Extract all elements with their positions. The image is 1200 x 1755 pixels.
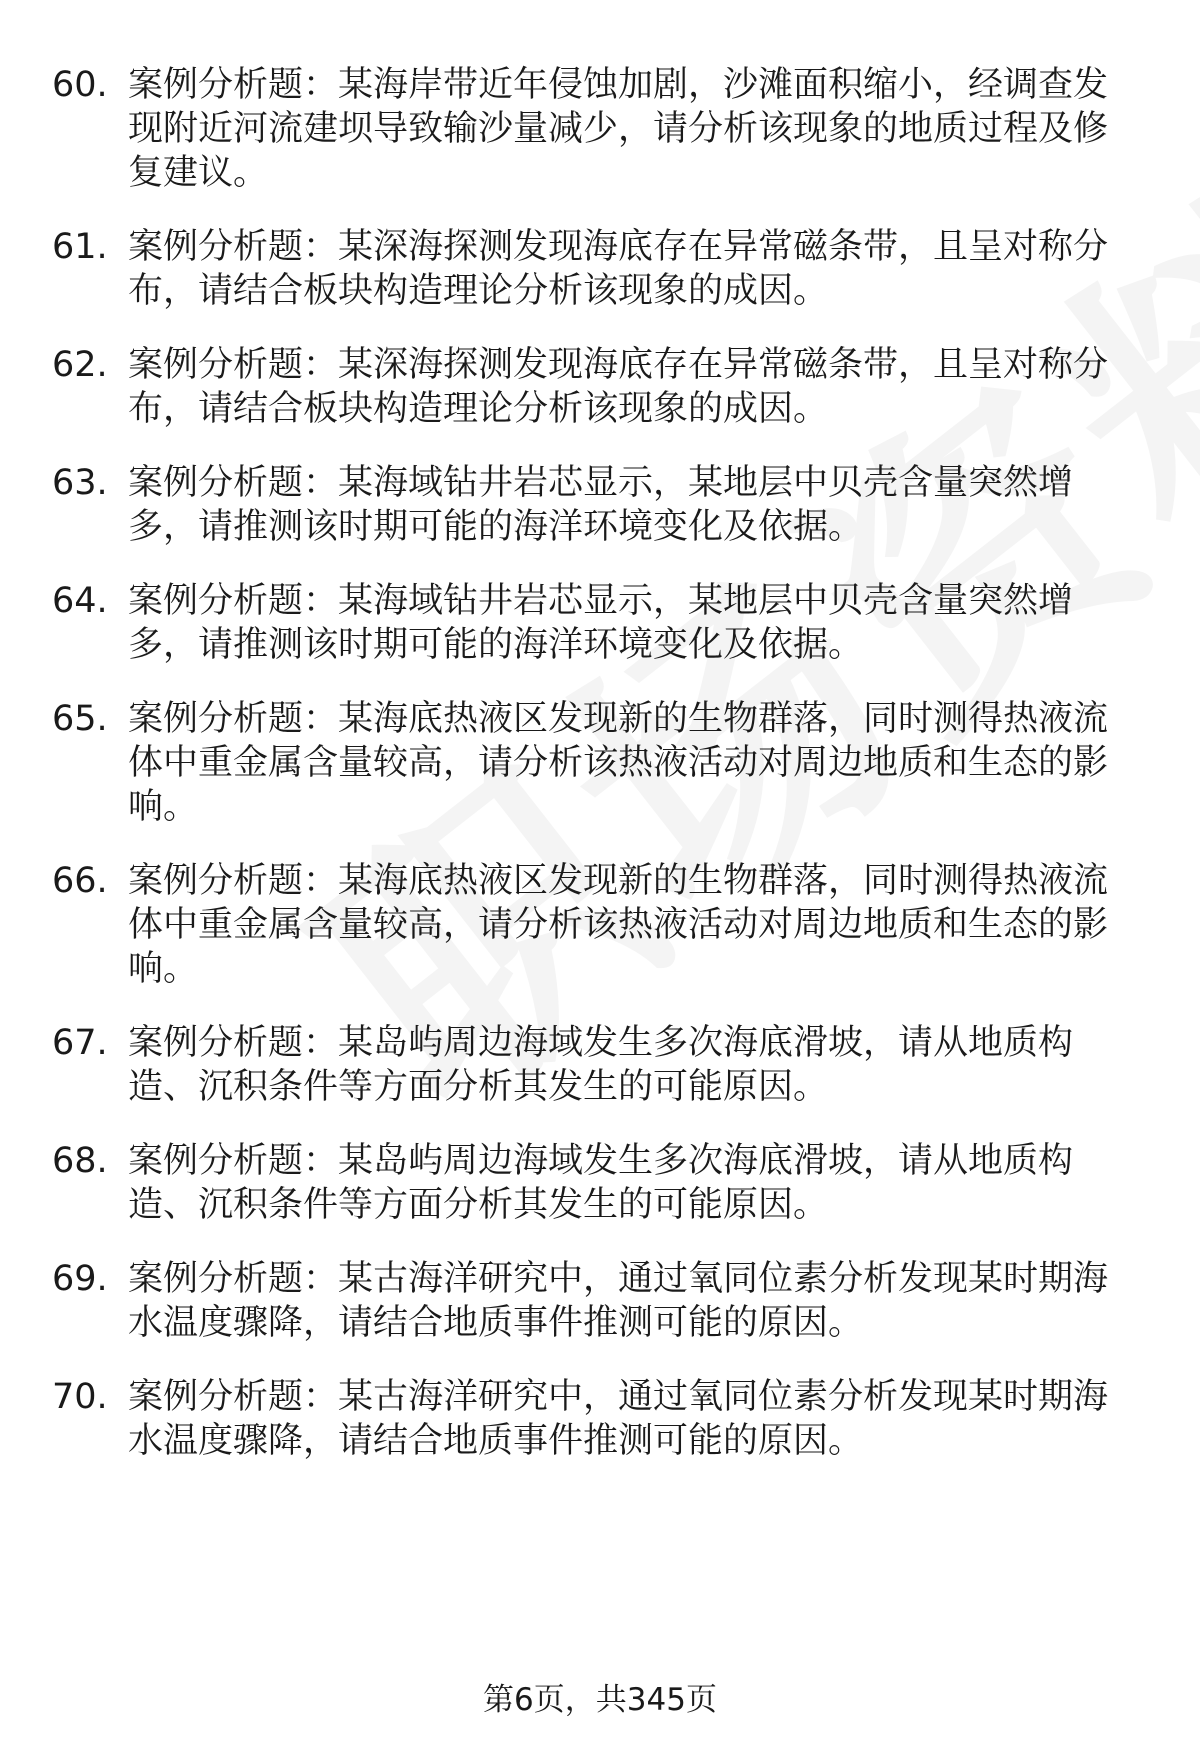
question-number: 66. xyxy=(52,861,108,901)
question-item xyxy=(0,63,1200,195)
question-text: 案例分析题：某海底热液区发现新的生物群落，同时测得热液流体中重金属含量较高，请分析该热液活动对周边地质和生态的影响。 xyxy=(128,861,1109,989)
page-footer: 第6页，共345页 xyxy=(483,1682,717,1718)
question-text: 案例分析题：某古海洋研究中，通过氧同位素分析发现某时期海水温度骤降，请结合地质事件推测可能的原因。 xyxy=(128,1259,1109,1343)
question-item xyxy=(0,1375,1200,1463)
question-item xyxy=(0,697,1200,829)
question-item xyxy=(0,225,1200,313)
question-number: 64. xyxy=(52,581,108,621)
question-number: 70. xyxy=(52,1377,108,1417)
question-item xyxy=(0,343,1200,431)
question-text: 案例分析题：某古海洋研究中，通过氧同位素分析发现某时期海水温度骤降，请结合地质事件推测可能的原因。 xyxy=(128,1377,1109,1461)
question-number: 61. xyxy=(52,227,108,267)
question-item xyxy=(0,461,1200,549)
question-item xyxy=(0,859,1200,991)
question-text: 案例分析题：某深海探测发现海底存在异常磁条带，且呈对称分布，请结合板块构造理论分析该现象的成因。 xyxy=(128,227,1109,311)
question-text: 案例分析题：某深海探测发现海底存在异常磁条带，且呈对称分布，请结合板块构造理论分析该现象的成因。 xyxy=(128,345,1109,429)
question-item xyxy=(0,1021,1200,1109)
question-number: 60. xyxy=(52,65,108,105)
question-number: 69. xyxy=(52,1259,108,1299)
question-number: 68. xyxy=(52,1141,108,1181)
question-number: 65. xyxy=(52,699,108,739)
question-text: 案例分析题：某海底热液区发现新的生物群落，同时测得热液流体中重金属含量较高，请分析该热液活动对周边地质和生态的影响。 xyxy=(128,699,1109,827)
question-number: 63. xyxy=(52,463,108,503)
question-text: 案例分析题：某海域钻井岩芯显示，某地层中贝壳含量突然增多，请推测该时期可能的海洋环境变化及依据。 xyxy=(128,581,1074,665)
question-text: 案例分析题：某岛屿周边海域发生多次海底滑坡，请从地质构造、沉积条件等方面分析其发生的可能原因。 xyxy=(128,1023,1074,1107)
question-number: 67. xyxy=(52,1023,108,1063)
question-text: 案例分析题：某海岸带近年侵蚀加剧，沙滩面积缩小，经调查发现附近河流建坝导致输沙量减少，请分析该现象的地质过程及修复建议。 xyxy=(128,65,1109,193)
question-item xyxy=(0,579,1200,667)
question-text: 案例分析题：某海域钻井岩芯显示，某地层中贝壳含量突然增多，请推测该时期可能的海洋环境变化及依据。 xyxy=(128,463,1074,547)
question-list xyxy=(0,63,1200,1493)
question-number: 62. xyxy=(52,345,108,385)
question-text: 案例分析题：某岛屿周边海域发生多次海底滑坡，请从地质构造、沉积条件等方面分析其发生的可能原因。 xyxy=(128,1141,1074,1225)
question-item xyxy=(0,1139,1200,1227)
question-item xyxy=(0,1257,1200,1345)
